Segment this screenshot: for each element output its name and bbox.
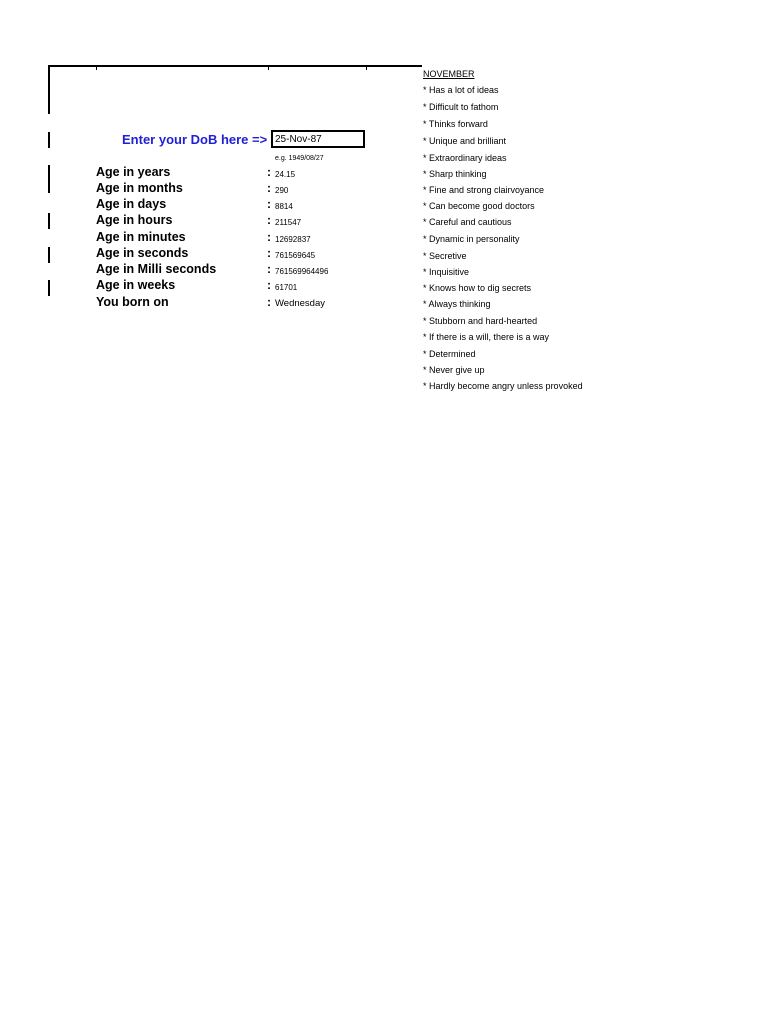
result-value: 290	[275, 186, 289, 195]
trait-item: * Thinks forward	[423, 119, 488, 129]
result-label: You born on	[96, 295, 169, 309]
result-label: Age in Milli seconds	[96, 262, 217, 276]
sheet-left-border	[48, 213, 50, 229]
column-tick	[268, 66, 269, 70]
sheet-left-border	[48, 247, 50, 263]
result-value: 12692837	[275, 235, 311, 244]
trait-item: * Unique and brilliant	[423, 136, 507, 146]
trait-item: * Extraordinary ideas	[423, 153, 507, 163]
result-label: Age in seconds	[96, 246, 189, 260]
sheet-left-border	[48, 280, 50, 296]
result-colon: :	[267, 278, 271, 292]
trait-item: * Hardly become angry unless provoked	[423, 381, 583, 391]
trait-item: * Can become good doctors	[423, 201, 535, 211]
column-tick	[366, 66, 367, 70]
result-value: 211547	[275, 218, 302, 227]
trait-item: * Dynamic in personality	[423, 234, 520, 244]
result-colon: :	[267, 295, 271, 309]
result-label: Age in months	[96, 181, 183, 195]
result-label: Age in days	[96, 197, 167, 211]
result-value: 61701	[275, 283, 298, 292]
result-label: Age in weeks	[96, 278, 176, 292]
trait-item: * Always thinking	[423, 299, 491, 309]
result-colon: :	[267, 230, 271, 244]
trait-item: * Difficult to fathom	[423, 102, 499, 112]
trait-item: * Never give up	[423, 365, 485, 375]
sheet-left-border	[48, 132, 50, 148]
sheet-left-border	[48, 66, 50, 114]
dob-prompt: Enter your DoB here =>	[122, 132, 268, 147]
result-colon: :	[267, 246, 271, 260]
trait-item: * Careful and cautious	[423, 217, 512, 227]
result-label: Age in minutes	[96, 230, 186, 244]
trait-item: * Inquisitive	[423, 267, 470, 277]
sheet-left-border	[48, 165, 50, 193]
trait-item: * Stubborn and hard-hearted	[423, 316, 538, 326]
result-value: 8814	[275, 202, 293, 211]
result-value: 761569645	[275, 251, 316, 260]
dob-input[interactable]: 25-Nov-87	[271, 130, 365, 148]
month-heading: NOVEMBER	[423, 69, 475, 79]
trait-item: * Determined	[423, 349, 476, 359]
result-colon: :	[267, 181, 271, 195]
trait-item: * Secretive	[423, 251, 467, 261]
result-colon: :	[267, 213, 271, 227]
trait-item: * Fine and strong clairvoyance	[423, 185, 545, 195]
result-value: 761569964496	[275, 267, 329, 276]
trait-item: * Has a lot of ideas	[423, 85, 499, 95]
result-colon: :	[267, 262, 271, 276]
trait-item: * If there is a will, there is a way	[423, 332, 550, 342]
column-tick	[96, 66, 97, 70]
result-label: Age in hours	[96, 213, 173, 227]
result-label: Age in years	[96, 165, 171, 179]
result-value: 24.15	[275, 170, 296, 179]
dob-example-hint: e.g. 1949/08/27	[275, 155, 324, 162]
result-value: Wednesday	[275, 298, 325, 309]
trait-item: * Knows how to dig secrets	[423, 283, 532, 293]
result-colon: :	[267, 165, 271, 179]
trait-item: * Sharp thinking	[423, 169, 487, 179]
result-colon: :	[267, 197, 271, 211]
